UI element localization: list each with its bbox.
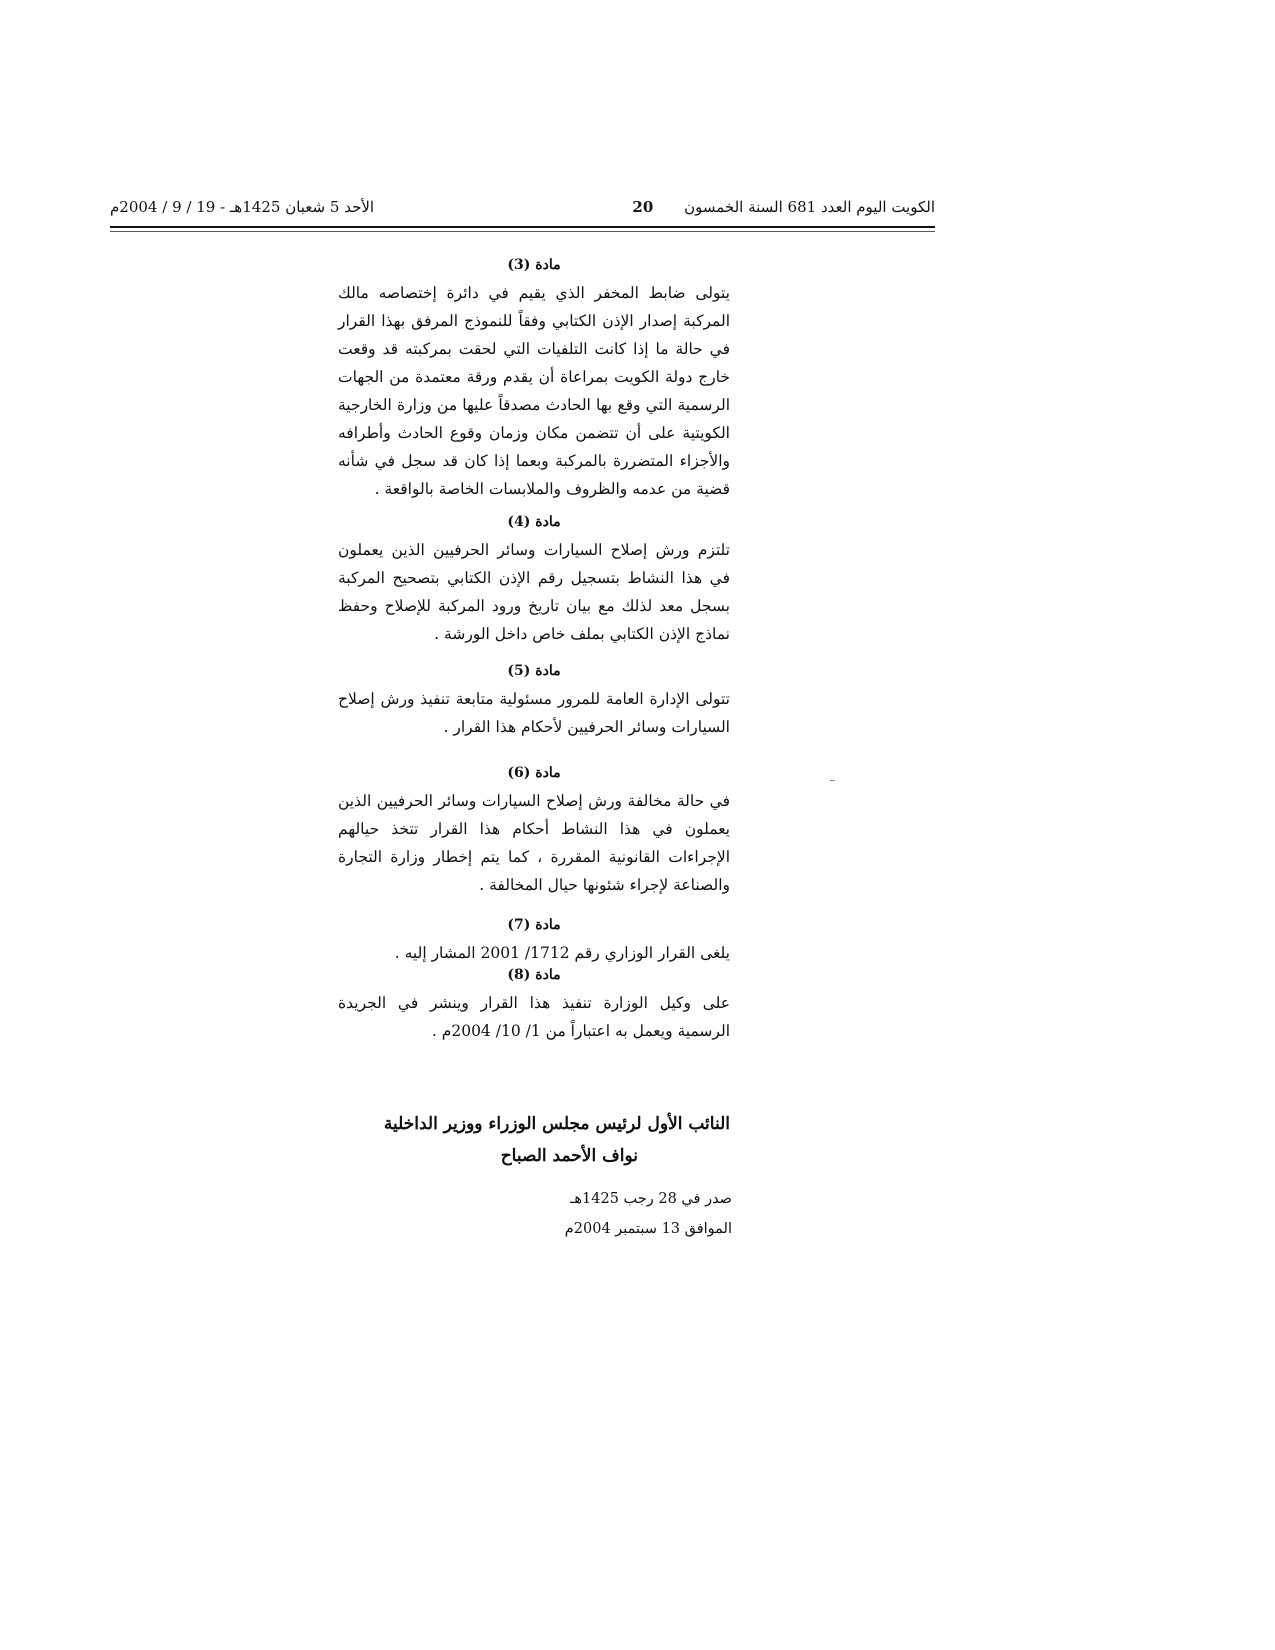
signatory-position: النائب الأول لرئيس مجلس الوزراء ووزير الداخلية (383, 1114, 730, 1134)
article-8 (338, 967, 730, 1045)
article-title: مادة (6) (507, 765, 561, 781)
article-body: على وكيل الوزارة تنفيذ هذا القرار وينشر في الجريدة الرسمية ويعمل به اعتباراً من 1/ 10/ 2004م . (338, 994, 730, 1040)
article-4 (338, 514, 730, 648)
article-6 (338, 765, 730, 899)
issue-date-gregorian: الموافق 13 سبتمبر 2004م (564, 1221, 732, 1237)
header-rule (110, 226, 935, 228)
article-5 (338, 663, 730, 741)
article-3 (338, 257, 730, 503)
header-publication-info (632, 198, 935, 216)
article-body: تلتزم ورش إصلاح السيارات وسائر الحرفيين الذين يعملون في هذا النشاط بتسجيل رقم الإذن الكتابي بتصحيح المركبة بسجل معد لذلك مع بيان تاريخ ورود المركبة للإصلاح وحفظ نماذج الإذن الكتابي بملف خاص داخل الورشة . (338, 541, 730, 643)
page-header (110, 196, 935, 224)
header-date: الأحد 5 شعبان 1425هـ - 19 / 9 / 2004م (110, 198, 375, 216)
article-title: مادة (8) (507, 967, 561, 983)
scan-mark (830, 780, 835, 781)
article-title: مادة (4) (507, 514, 561, 530)
article-body: في حالة مخالفة ورش إصلاح السيارات وسائر الحرفيين الذين يعملون في هذا النشاط أحكام هذا القرار تتخذ حيالهم الإجراءات القانونية المقررة ، كما يتم إخطار وزارة التجارة والصناعة لإجراء شئونها حيال المخالفة . (338, 792, 730, 894)
article-7 (338, 917, 730, 967)
article-title: مادة (5) (507, 663, 561, 679)
article-title: مادة (7) (507, 917, 561, 933)
article-title: مادة (3) (507, 257, 561, 273)
publication-name: الكويت اليوم العدد 681 السنة الخمسون (684, 198, 935, 216)
article-body: يلغى القرار الوزاري رقم 1712/ 2001 المشار إليه . (394, 944, 730, 962)
issue-date-block (540, 1184, 732, 1244)
article-body: تتولى الإدارة العامة للمرور مسئولية متابعة تنفيذ ورش إصلاح السيارات وسائر الحرفيين لأحكام هذا القرار . (338, 690, 730, 736)
signatory-name: نواف الأحمد الصباح (500, 1146, 638, 1166)
page-number: 20 (632, 198, 654, 216)
issue-date-hijri: صدر في 28 رجب 1425هـ (570, 1191, 732, 1207)
article-body: يتولى ضابط المخفر الذي يقيم في دائرة إختصاصه مالك المركبة إصدار الإذن الكتابي وفقاً للنموذج المرفق بهذا القرار في حالة ما إذا كانت التلفيات التي لحقت بمركبته قد وقعت خارج دولة الكويت بمراعاة أن يقدم ورقة معتمدة من الجهات الرسمية التي وقع بها الحادث مصدقاً عليها من وزارة الخارجية الكويتية على أن تتضمن مكان وزمان وقوع الحادث وأطرافه والأجزاء المتضررة بالمركبة وبعما إذا كان قد سجل في شأنه قضية من عدمه والظروف والملابسات الخاصة بالواقعة . (338, 284, 730, 498)
header-rule-thin (110, 231, 935, 232)
signature-block (338, 1108, 730, 1172)
